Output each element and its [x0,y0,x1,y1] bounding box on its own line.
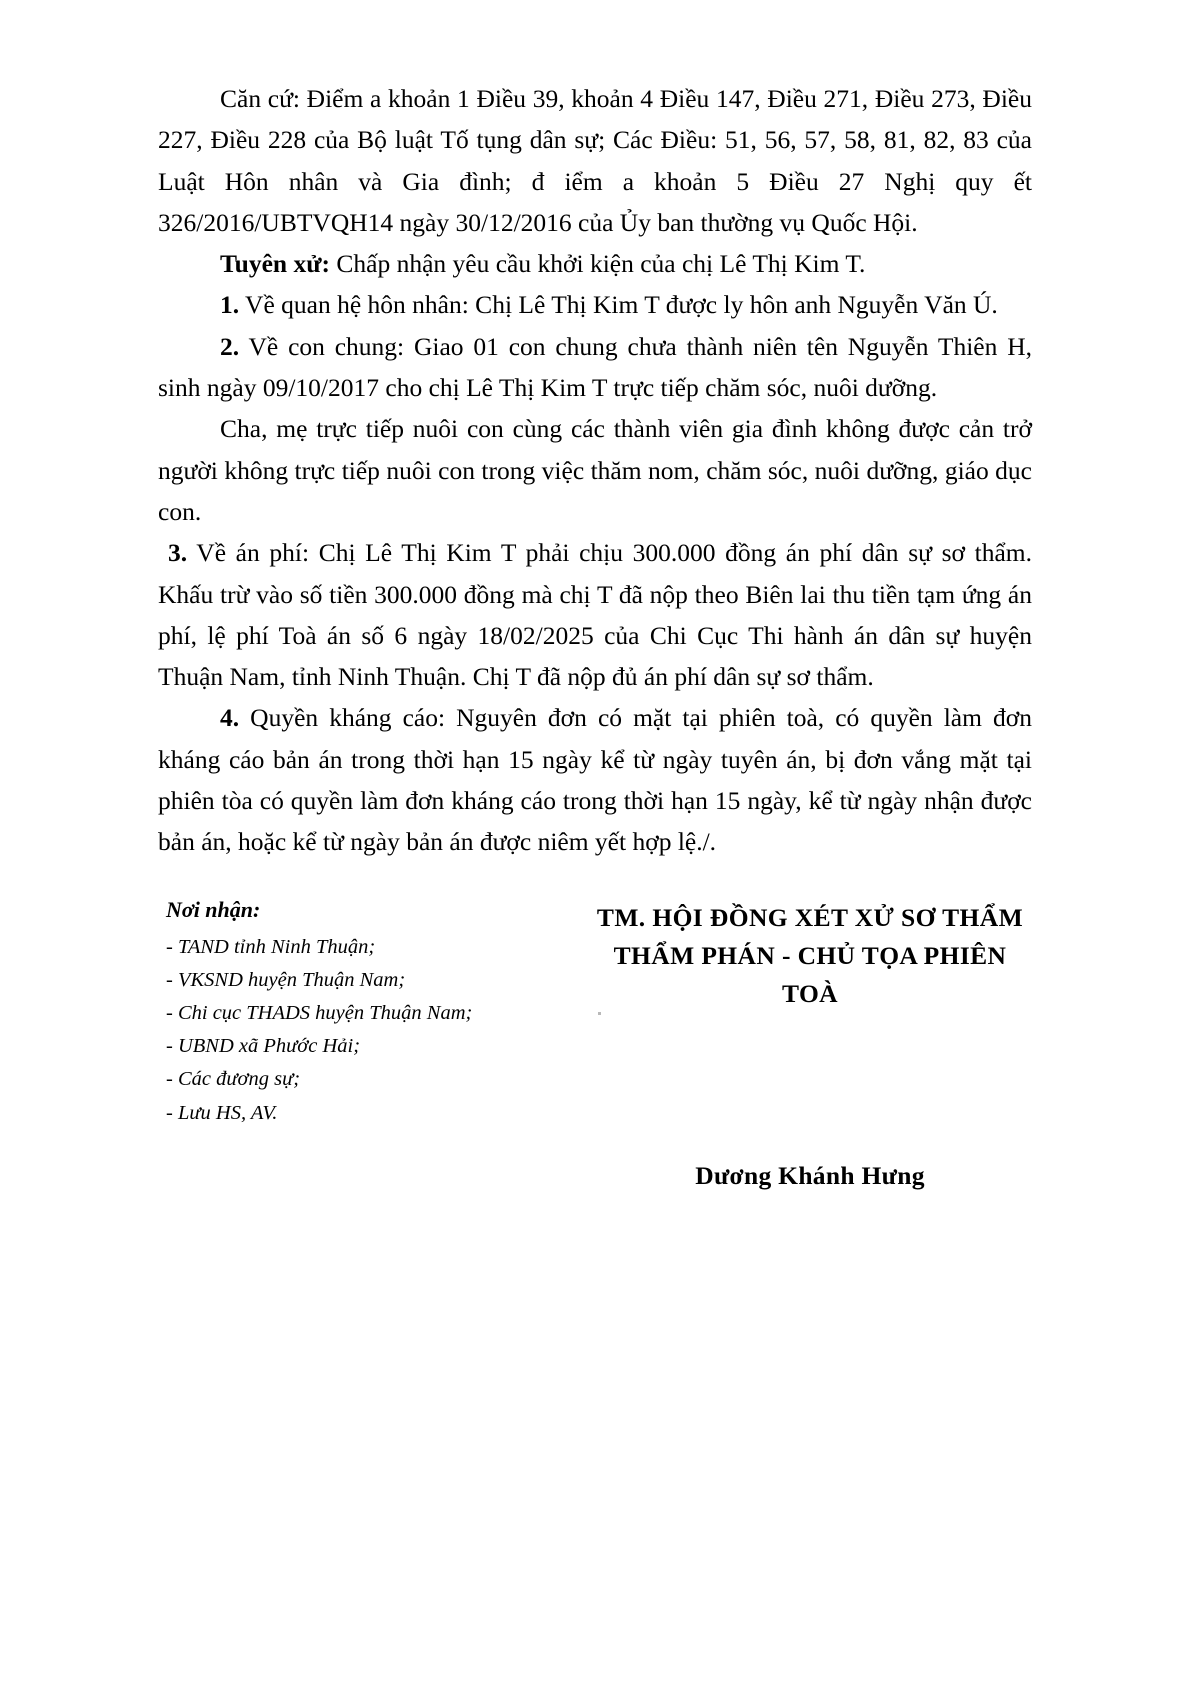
recipients-title: Nơi nhận: [166,896,261,922]
ruling-label: Tuyên xử: [220,249,331,279]
court-fee-text: Về án phí: Chị Lê Thị Kim T phải chịu 300.000 đồng án phí dân sự sơ thẩm. Khấu trừ vào số tiền 300.000 đồng mà chị T đã nộp theo Biên lai thu tiền tạm ứng án phí, lệ phí Toà án số 6 ngày 18/02/2025 của Chi Cục Thi hành án dân sự huyện Thuận Nam, tỉnh Ninh Thuận. Chị T đã nộp đủ án phí dân sự sơ thẩm. [158,538,1032,692]
judge-signature-name: Dương Khánh Hưng [695,1161,925,1191]
list-item: - Lưu HS, AV. [166,1101,278,1124]
marriage-clause-text: Về quan hệ hôn nhân: Chị Lê Thị Kim T được ly hôn anh Nguyễn Văn Ú. [239,290,998,320]
document-body [158,78,1032,863]
ruling-paragraph [158,243,1032,284]
list-item: - VKSND huyện Thuận Nam; [166,968,406,991]
marriage-clause-paragraph [158,284,1032,325]
ruling-text: Chấp nhận yêu cầu khởi kiện của chị Lê Thị Kim T. [330,249,866,279]
appeal-rights-text: Quyền kháng cáo: Nguyên đơn có mặt tại phiên toà, có quyền làm đơn kháng cáo bản án trong thời hạn 15 ngày kể từ ngày tuyên án, bị đơn vắng mặt tại phiên tòa có quyền làm đơn kháng cáo trong thời hạn 15 ngày, kể từ ngày nhận được bản án, hoặc kể từ ngày bản án được niêm yết hợp lệ./. [158,703,1032,857]
child-custody-text: Về con chung: Giao 01 con chung chưa thành niên tên Nguyễn Thiên H, sinh ngày 09/10/2017 cho chị Lê Thị Kim T trực tiếp chăm sóc, nuôi dưỡng. [158,331,1032,403]
scan-artifact-dot [598,1012,601,1015]
court-fee-number: 3. [168,538,188,568]
recipients-list [158,897,588,1130]
recipients-items [166,931,588,1130]
visitation-paragraph: Cha, mẹ trực tiếp nuôi con cùng các thành viên gia đình không được cản trở người không trực tiếp nuôi con trong việc thăm nom, chăm sóc, nuôi dưỡng, giáo dục con. [158,414,1032,526]
list-item: - UBND xã Phước Hải; [166,1035,361,1058]
court-panel-line-2: THẨM PHÁN - CHỦ TỌA PHIÊN TOÀ [613,940,1007,1009]
list-item: - Chi cục THADS huyện Thuận Nam; [166,1002,473,1025]
appeal-rights-paragraph [158,697,1032,862]
signature-block [158,897,1032,1192]
court-fee-paragraph [158,532,1032,697]
list-item: - TAND tỉnh Ninh Thuận; [166,935,376,958]
court-panel [588,897,1032,1192]
appeal-rights-number: 4. [220,703,240,733]
list-item: - Các đương sự; [166,1068,301,1091]
marriage-clause-number: 1. [220,290,240,320]
child-custody-number: 2. [220,331,240,361]
legal-basis-paragraph: Căn cứ: Điểm a khoản 1 Điều 39, khoản 4 Điều 147, Điều 271, Điều 273, Điều 227, Điều 228 của Bộ luật Tố tụng dân sự; Các Điều: 51, 56, 57, 58, 81, 82, 83 của Luật Hôn nhân và Gia đình; đ iểm a khoản 5 Điều 27 Nghị quy ết 326/2016/UBTVQH14 ngày 30/12/2016 của Ủy ban thường vụ Quốc Hội. [158,84,1032,237]
court-panel-line-1: TM. HỘI ĐỒNG XÉT XỬ SƠ THẨM [596,902,1024,932]
child-custody-paragraph [158,326,1032,409]
